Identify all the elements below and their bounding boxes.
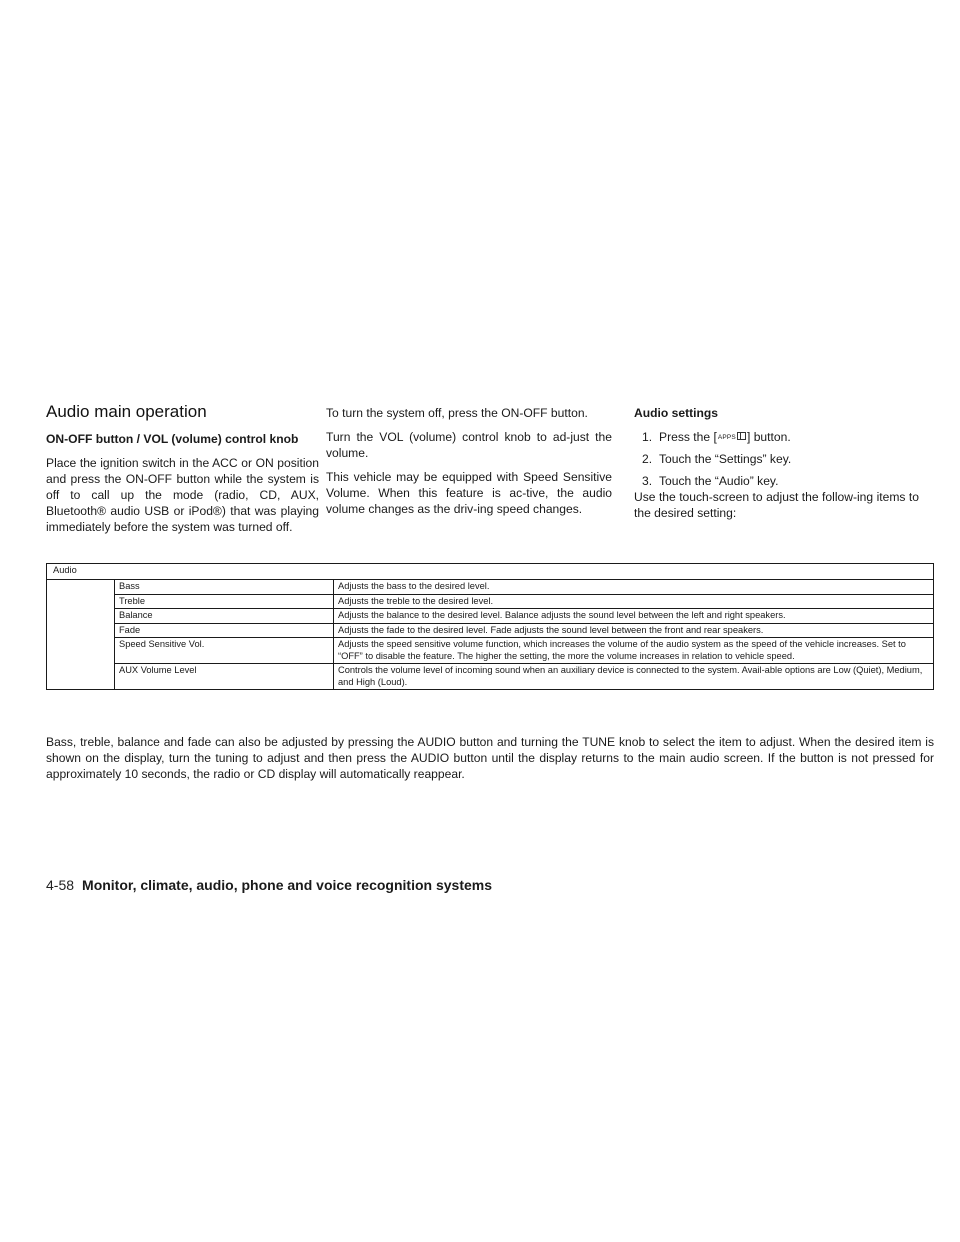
row-description: Adjusts the bass to the desired level. bbox=[334, 580, 934, 595]
table-row bbox=[47, 664, 934, 690]
page-number: 4-58 bbox=[46, 877, 75, 893]
row-item: AUX Volume Level bbox=[115, 664, 334, 690]
row-description: Adjusts the balance to the desired level. Balance adjusts the sound level between the left and right speakers. bbox=[334, 609, 934, 624]
row-item: Bass bbox=[115, 580, 334, 595]
row-item: Fade bbox=[115, 623, 334, 638]
paragraph-speed-sensitive: This vehicle may be equipped with Speed Sensitive Volume. When this feature is ac-tive, the audio volume changes as the driv-ing speed changes. bbox=[326, 470, 612, 516]
table-row bbox=[47, 594, 934, 609]
subheading-on-off: ON-OFF button / VOL (volume) control knob bbox=[46, 432, 299, 446]
table-row bbox=[47, 609, 934, 624]
row-item: Balance bbox=[115, 609, 334, 624]
row-description: Adjusts the fade to the desired level. Fade adjusts the sound level between the front and rear speakers. bbox=[334, 623, 934, 638]
row-description: Adjusts the speed sensitive volume function, which increases the volume of the audio system as the speed of the vehicle increases. Set to “OFF” to disable the feature. The higher the setting, the more the volume increases in relation to vehicle speed. bbox=[334, 638, 934, 664]
paragraph-ignition: Place the ignition switch in the ACC or ON position and press the ON-OFF button while the system is off to call up the mode (radio, CD, AUX, Bluetooth® audio USB or iPod®) that was playing immediately before the system was turned off. bbox=[46, 456, 319, 534]
table-row bbox=[47, 638, 934, 664]
section-title: Audio main operation bbox=[46, 402, 207, 421]
step-3: 3. Touch the “Audio” key. bbox=[642, 474, 779, 488]
apps-button-icon: APPS bbox=[718, 432, 746, 442]
table-header-audio: Audio bbox=[47, 564, 934, 580]
row-item: Speed Sensitive Vol. bbox=[115, 638, 334, 664]
settings-steps bbox=[634, 429, 919, 489]
step-1: 1. Press the [APPS ] button. bbox=[642, 430, 791, 444]
paragraph-turn-off: To turn the system off, press the ON-OFF button. bbox=[326, 406, 588, 420]
row-item: Treble bbox=[115, 594, 334, 609]
subheading-audio-settings: Audio settings bbox=[634, 406, 718, 420]
page-footer bbox=[46, 877, 492, 893]
row-description: Adjusts the treble to the desired level. bbox=[334, 594, 934, 609]
paragraph-touch-screen: Use the touch-screen to adjust the follow-ing items to the desired setting: bbox=[634, 490, 919, 520]
row-description: Controls the volume level of incoming sound when an auxiliary device is connected to the system. Avail-able options are Low (Quiet), Medium, and High (Loud). bbox=[334, 664, 934, 690]
column-2 bbox=[326, 405, 612, 525]
table-row bbox=[47, 580, 934, 595]
chapter-title: Monitor, climate, audio, phone and voice recognition systems bbox=[82, 877, 492, 893]
paragraph-tune-knob: Bass, treble, balance and fade can also be adjusted by pressing the AUDIO button and turning the TUNE knob to select the item to adjust. When the desired item is shown on the display, turn the tuning to adjust and then press the AUDIO button until the display returns to the main audio screen. If the button is not pressed for approximately 10 seconds, the radio or CD display will automatically reappear. bbox=[46, 735, 934, 782]
column-1 bbox=[46, 431, 319, 543]
table-row bbox=[47, 623, 934, 638]
paragraph-volume-knob: Turn the VOL (volume) control knob to ad-just the volume. bbox=[326, 430, 612, 460]
step-2: 2. Touch the “Settings” key. bbox=[642, 452, 792, 466]
column-3 bbox=[634, 405, 919, 529]
audio-settings-table bbox=[46, 563, 934, 690]
